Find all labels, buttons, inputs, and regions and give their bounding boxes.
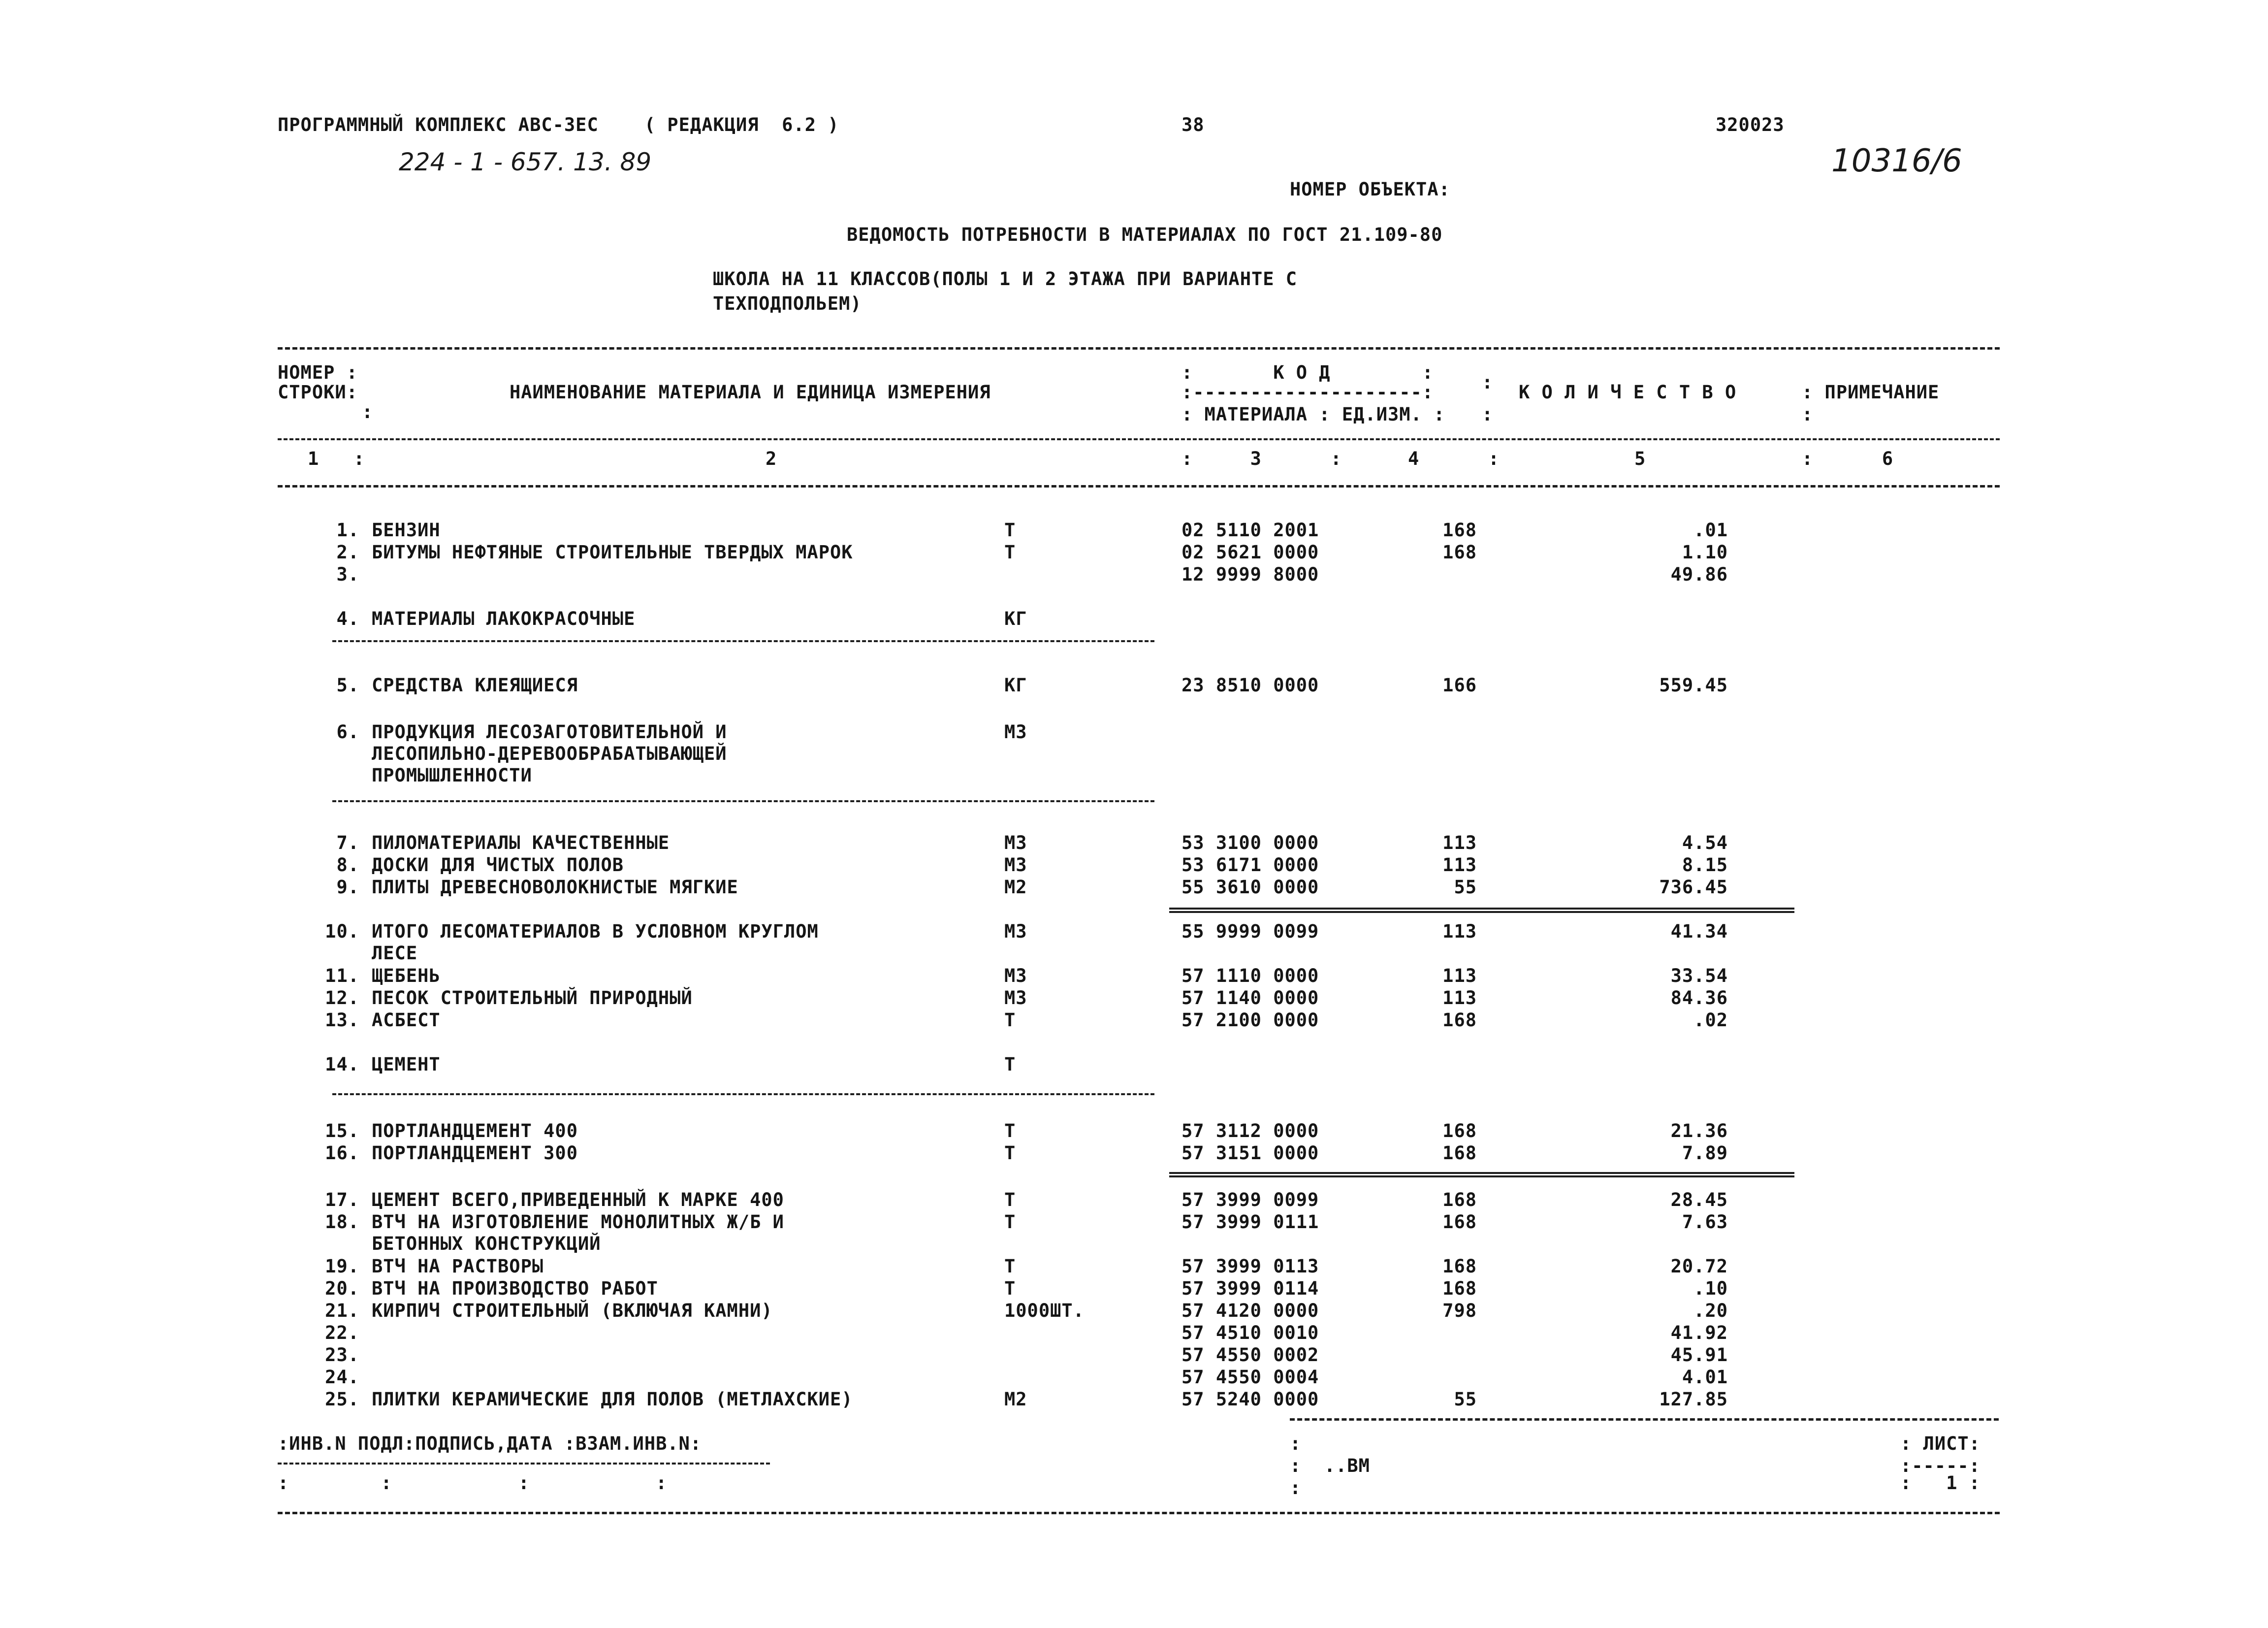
material-code: 57 1110 0000 (1182, 965, 1319, 986)
unit-of-measure: Т (1004, 1211, 1016, 1233)
footer-bottom-rule (278, 1512, 2000, 1514)
quantity-value: 28.45 (1670, 1189, 1728, 1210)
material-name: ВТЧ НА ПРОИЗВОДСТВО РАБОТ (372, 1278, 658, 1299)
row-number: 10. (325, 921, 359, 942)
quantity-value: 4.01 (1682, 1367, 1728, 1388)
unit-of-measure: М2 (1004, 877, 1027, 898)
document-subtitle-line-2: ТЕХПОДПОЛЬЕМ) (713, 293, 862, 314)
material-code: 53 6171 0000 (1182, 854, 1319, 876)
material-code: 57 2100 0000 (1182, 1009, 1319, 1031)
material-name: ПИЛОМАТЕРИАЛЫ КАЧЕСТВЕННЫЕ (372, 832, 670, 853)
row-number: 21. (325, 1300, 359, 1321)
col-number-4: 4 : (1408, 448, 1500, 469)
section-rule (332, 1093, 1154, 1095)
quantity-value: 8.15 (1682, 854, 1728, 876)
row-number: 20. (325, 1278, 359, 1299)
stamp-middle-bottom: : (1290, 1477, 1302, 1498)
col-quantity-sep-left: : (1482, 372, 1494, 393)
quantity-value: 20.72 (1670, 1256, 1728, 1277)
unit-code: 168 (1442, 542, 1477, 563)
material-code: 23 8510 0000 (1182, 675, 1319, 696)
material-code: 12 9999 8000 (1182, 564, 1319, 585)
material-name: БИТУМЫ НЕФТЯНЫЕ СТРОИТЕЛЬНЫЕ ТВЕРДЫХ МАРОК (372, 542, 853, 563)
row-number: 11. (325, 965, 359, 986)
col-number-3: : 3 : (1182, 448, 1342, 469)
unit-code: 168 (1442, 1278, 1477, 1299)
unit-code: 113 (1442, 854, 1477, 876)
subtotal-double-rule (1169, 1172, 1794, 1177)
material-code: 57 3999 0099 (1182, 1189, 1319, 1210)
quantity-value: 45.91 (1670, 1344, 1728, 1366)
col-code-split: :--------------------: (1182, 382, 1434, 403)
col-quantity: К О Л И Ч Е С Т В О (1519, 382, 1737, 403)
sheet-split: :-----: (1900, 1455, 1981, 1476)
col-number-1: 1 : (308, 448, 365, 469)
quantity-value: 21.36 (1670, 1120, 1728, 1141)
col-number-5: 5 (1634, 448, 1646, 469)
material-name: ЛЕСОПИЛЬНО-ДЕРЕВООБРАБАТЫВАЮЩЕЙ (372, 743, 727, 764)
material-code: 57 4550 0004 (1182, 1367, 1319, 1388)
material-name: ПОРТЛАНДЦЕМЕНТ 400 (372, 1120, 578, 1141)
quantity-value: .02 (1693, 1009, 1728, 1031)
unit-of-measure: Т (1004, 1278, 1016, 1299)
col-number-6: : 6 (1802, 448, 1894, 469)
unit-of-measure: Т (1004, 1009, 1016, 1031)
row-number: 8. (336, 854, 359, 876)
object-number-label: НОМЕР ОБЪЕКТА: (1290, 179, 1450, 200)
material-code: 02 5621 0000 (1182, 542, 1319, 563)
handwritten-project-number: 224 - 1 - 657. 13. 89 (399, 148, 652, 176)
quantity-value: 41.92 (1670, 1322, 1728, 1343)
unit-of-measure: КГ (1004, 675, 1027, 696)
material-name: ПЛИТЫ ДРЕВЕСНОВОЛОКНИСТЫЕ МЯГКИЕ (372, 877, 738, 898)
col-code-subheaders: : МАТЕРИАЛА : ЕД.ИЗМ. : (1182, 404, 1445, 425)
material-code: 55 3610 0000 (1182, 877, 1319, 898)
unit-code: 168 (1442, 1142, 1477, 1164)
material-code: 57 3112 0000 (1182, 1120, 1319, 1141)
unit-code: 168 (1442, 1189, 1477, 1210)
footer-top-rule (1290, 1418, 1999, 1421)
unit-of-measure: Т (1004, 1142, 1016, 1164)
quantity-value: 7.89 (1682, 1142, 1728, 1164)
unit-of-measure: Т (1004, 1054, 1016, 1075)
section-rule (332, 800, 1154, 802)
unit-code: 55 (1454, 877, 1477, 898)
row-number: 18. (325, 1211, 359, 1233)
unit-code: 113 (1442, 987, 1477, 1009)
quantity-value: 41.34 (1670, 921, 1728, 942)
row-number: 24. (325, 1367, 359, 1388)
row-number: 9. (336, 877, 359, 898)
sheet-number: : 1 : (1900, 1472, 1981, 1494)
table-top-rule (278, 347, 2000, 350)
row-number: 2. (336, 542, 359, 563)
quantity-value: .20 (1693, 1300, 1728, 1321)
material-name: ВТЧ НА ИЗГОТОВЛЕНИЕ МОНОЛИТНЫХ Ж/Б И (372, 1211, 784, 1233)
row-number: 25. (325, 1389, 359, 1410)
material-name: ВТЧ НА РАСТВОРЫ (372, 1256, 544, 1277)
unit-of-measure: Т (1004, 542, 1016, 563)
stamp-middle-label: : ..ВМ (1290, 1455, 1370, 1476)
quantity-value: 559.45 (1659, 675, 1728, 696)
row-number: 23. (325, 1344, 359, 1366)
quantity-value: 7.63 (1682, 1211, 1728, 1233)
section-rule (332, 640, 1154, 642)
unit-of-measure: 1000ШТ. (1004, 1300, 1085, 1321)
unit-code: 113 (1442, 965, 1477, 986)
col-note-sep: : (1802, 404, 1814, 425)
program-header: ПРОГРАММНЫЙ КОМПЛЕКС АВС-ЗЕС ( РЕДАКЦИЯ 6.2 ) (278, 114, 839, 135)
row-number: 5. (336, 675, 359, 696)
material-code: 57 4510 0010 (1182, 1322, 1319, 1343)
unit-code: 113 (1442, 832, 1477, 853)
row-number: 7. (336, 832, 359, 853)
column-number-rule (278, 485, 2000, 488)
stamp-rule (278, 1463, 770, 1465)
material-code: 57 5240 0000 (1182, 1389, 1319, 1410)
material-name: ДОСКИ ДЛЯ ЧИСТЫХ ПОЛОВ (372, 854, 624, 876)
unit-code: 798 (1442, 1300, 1477, 1321)
sheet-label: : ЛИСТ: (1900, 1433, 1981, 1454)
quantity-value: .10 (1693, 1278, 1728, 1299)
unit-code: 168 (1442, 1009, 1477, 1031)
material-name: ЛЕСЕ (372, 943, 418, 964)
quantity-value: 49.86 (1670, 564, 1728, 585)
header-rule (278, 438, 2000, 440)
material-name: ЩЕБЕНЬ (372, 965, 441, 986)
row-number: 22. (325, 1322, 359, 1343)
unit-of-measure: Т (1004, 1189, 1016, 1210)
unit-of-measure: М3 (1004, 854, 1027, 876)
quantity-value: 127.85 (1659, 1389, 1728, 1410)
material-name: ПЛИТКИ КЕРАМИЧЕСКИЕ ДЛЯ ПОЛОВ (МЕТЛАХСКИЕ) (372, 1389, 853, 1410)
material-code: 57 4120 0000 (1182, 1300, 1319, 1321)
row-number: 6. (336, 721, 359, 743)
material-code: 57 3999 0113 (1182, 1256, 1319, 1277)
unit-of-measure: М3 (1004, 832, 1027, 853)
col-note: : ПРИМЕЧАНИЕ (1802, 382, 1940, 403)
document-code: 320023 (1716, 114, 1785, 135)
handwritten-sheet-number: 10316/6 (1831, 143, 1962, 179)
row-number: 13. (325, 1009, 359, 1031)
col-code-group: : К О Д : (1182, 362, 1434, 383)
quantity-value: .01 (1693, 520, 1728, 541)
quantity-value: 84.36 (1670, 987, 1728, 1009)
unit-of-measure: М3 (1004, 921, 1027, 942)
material-code: 57 3999 0111 (1182, 1211, 1319, 1233)
col-row-number-line-3: : (362, 401, 374, 423)
col-row-number-line-2: СТРОКИ: (278, 382, 358, 403)
unit-of-measure: М2 (1004, 1389, 1027, 1410)
material-code: 53 3100 0000 (1182, 832, 1319, 853)
row-number: 15. (325, 1120, 359, 1141)
material-code: 57 3999 0114 (1182, 1278, 1319, 1299)
col-row-number-line-1: НОМЕР : (278, 362, 358, 383)
unit-code: 113 (1442, 921, 1477, 942)
material-name: ПОРТЛАНДЦЕМЕНТ 300 (372, 1142, 578, 1164)
unit-code: 166 (1442, 675, 1477, 696)
unit-code: 168 (1442, 520, 1477, 541)
row-number: 17. (325, 1189, 359, 1210)
unit-of-measure: Т (1004, 1120, 1016, 1141)
unit-code: 168 (1442, 1256, 1477, 1277)
row-number: 16. (325, 1142, 359, 1164)
material-name: ПЕСОК СТРОИТЕЛЬНЫЙ ПРИРОДНЫЙ (372, 987, 693, 1009)
unit-of-measure: М3 (1004, 721, 1027, 743)
page-number: 38 (1182, 114, 1205, 135)
stamp-cells: : : : : (278, 1472, 668, 1494)
row-number: 3. (336, 564, 359, 585)
material-name: ПРОДУКЦИЯ ЛЕСОЗАГОТОВИТЕЛЬНОЙ И (372, 721, 727, 743)
unit-code: 168 (1442, 1211, 1477, 1233)
row-number: 14. (325, 1054, 359, 1075)
material-code: 57 3151 0000 (1182, 1142, 1319, 1164)
material-name: СРЕДСТВА КЛЕЯЩИЕСЯ (372, 675, 578, 696)
col-number-2: 2 (766, 448, 777, 469)
document-title: ВЕДОМОСТЬ ПОТРЕБНОСТИ В МАТЕРИАЛАХ ПО ГОСТ 21.109-80 (847, 224, 1443, 245)
row-number: 4. (336, 608, 359, 629)
material-code: 57 4550 0002 (1182, 1344, 1319, 1366)
unit-code: 55 (1454, 1389, 1477, 1410)
material-name: КИРПИЧ СТРОИТЕЛЬНЫЙ (ВКЛЮЧАЯ КАМНИ) (372, 1300, 773, 1321)
document-subtitle-line-1: ШКОЛА НА 11 КЛАССОВ(ПОЛЫ 1 И 2 ЭТАЖА ПРИ ВАРИАНТЕ С (713, 268, 1298, 290)
material-name: БЕНЗИН (372, 520, 441, 541)
unit-of-measure: Т (1004, 520, 1016, 541)
material-name: БЕТОННЫХ КОНСТРУКЦИЙ (372, 1233, 601, 1254)
quantity-value: 736.45 (1659, 877, 1728, 898)
material-code: 02 5110 2001 (1182, 520, 1319, 541)
unit-of-measure: КГ (1004, 608, 1027, 629)
stamp-middle-top: : (1290, 1433, 1302, 1454)
quantity-value: 1.10 (1682, 542, 1728, 563)
material-name: АСБЕСТ (372, 1009, 441, 1031)
stamp-header: :ИНВ.N ПОДЛ:ПОДПИСЬ,ДАТА :ВЗАМ.ИНВ.N: (278, 1433, 702, 1454)
unit-of-measure: М3 (1004, 965, 1027, 986)
row-number: 12. (325, 987, 359, 1009)
material-name: ЦЕМЕНТ ВСЕГО,ПРИВЕДЕННЫЙ К МАРКЕ 400 (372, 1189, 784, 1210)
material-code: 57 1140 0000 (1182, 987, 1319, 1009)
row-number: 1. (336, 520, 359, 541)
col-quantity-sep-left-2: : (1482, 404, 1494, 425)
material-name: ИТОГО ЛЕСОМАТЕРИАЛОВ В УСЛОВНОМ КРУГЛОМ (372, 921, 819, 942)
unit-of-measure: М3 (1004, 987, 1027, 1009)
col-material-name: НАИМЕНОВАНИЕ МАТЕРИАЛА И ЕДИНИЦА ИЗМЕРЕНИЯ (510, 382, 991, 403)
material-name: ЦЕМЕНТ (372, 1054, 441, 1075)
row-number: 19. (325, 1256, 359, 1277)
material-code: 55 9999 0099 (1182, 921, 1319, 942)
unit-code: 168 (1442, 1120, 1477, 1141)
material-name: ПРОМЫШЛЕННОСТИ (372, 765, 532, 786)
quantity-value: 4.54 (1682, 832, 1728, 853)
unit-of-measure: Т (1004, 1256, 1016, 1277)
subtotal-double-rule (1169, 908, 1794, 913)
material-name: МАТЕРИАЛЫ ЛАКОКРАСОЧНЫЕ (372, 608, 636, 629)
quantity-value: 33.54 (1670, 965, 1728, 986)
